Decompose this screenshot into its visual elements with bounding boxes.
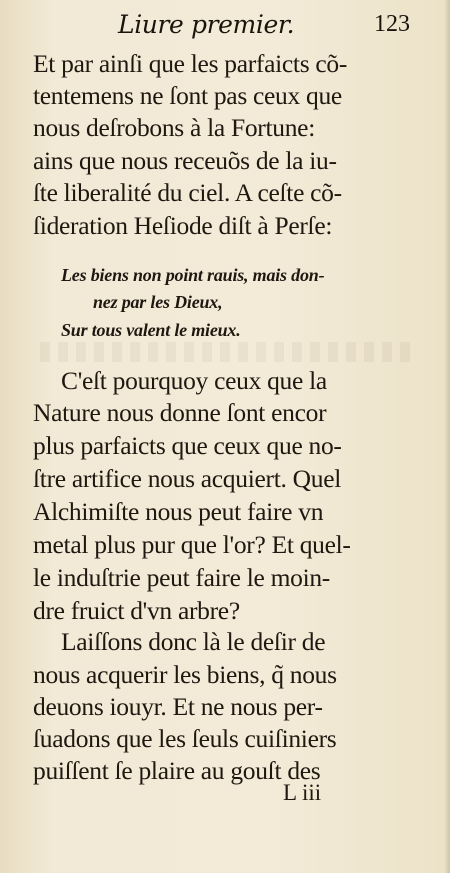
text-line: Alchimiſte nous peut faire vn [33,497,324,526]
running-head [40,4,410,44]
running-title: Liure premier. [118,10,295,39]
signature-mark: L iii [283,780,322,805]
text-line: dre fruict d'vn arbre? [33,596,240,625]
text-line: ſtre artifice nous acquiert. Quel [33,464,342,493]
text-line: ſuadons que les ſeuls cuiſiniers [33,724,337,753]
verse-line: Sur tous valent le mieux. [61,320,241,340]
page-edge-shadow [444,0,450,873]
text-line: nous acquerir les biens, q̃ nous [33,660,337,689]
text-line: ains que nous receuõs de la iu- [33,146,337,175]
show-through-text [40,342,410,362]
text-line: Nature nous donne ſont encor [33,398,327,427]
text-line: deuons iouyr. Et ne nous per- [33,692,323,721]
text-line: C'eſt pourquoy ceux que la [61,366,327,395]
text-line: ſte liberalité du ciel. A ceſte cõ- [33,178,342,207]
verse-line: nez par les Dieux, [93,292,223,312]
text-line: puiſſent ſe plaire au gouſt des [33,756,321,785]
verse-line: Les biens non point rauis, mais don- [61,265,325,285]
text-line: Laiſſons donc là le deſir de [61,627,326,656]
text-line: tentemens ne ſont pas ceux que [33,81,342,110]
text-line: nous deſrobons à la Fortune: [33,113,315,142]
text-line: le induſtrie peut faire le moin- [33,563,330,592]
page-number: 123 [374,11,410,37]
text-line: metal plus pur que l'or? Et quel- [33,530,351,559]
text-line: ſideration Heſiode diſt à Perſe: [33,211,333,240]
text-line: Et par ainſi que les parfaicts cõ- [33,49,348,78]
text-line: plus parfaicts que ceux que no- [33,431,342,460]
